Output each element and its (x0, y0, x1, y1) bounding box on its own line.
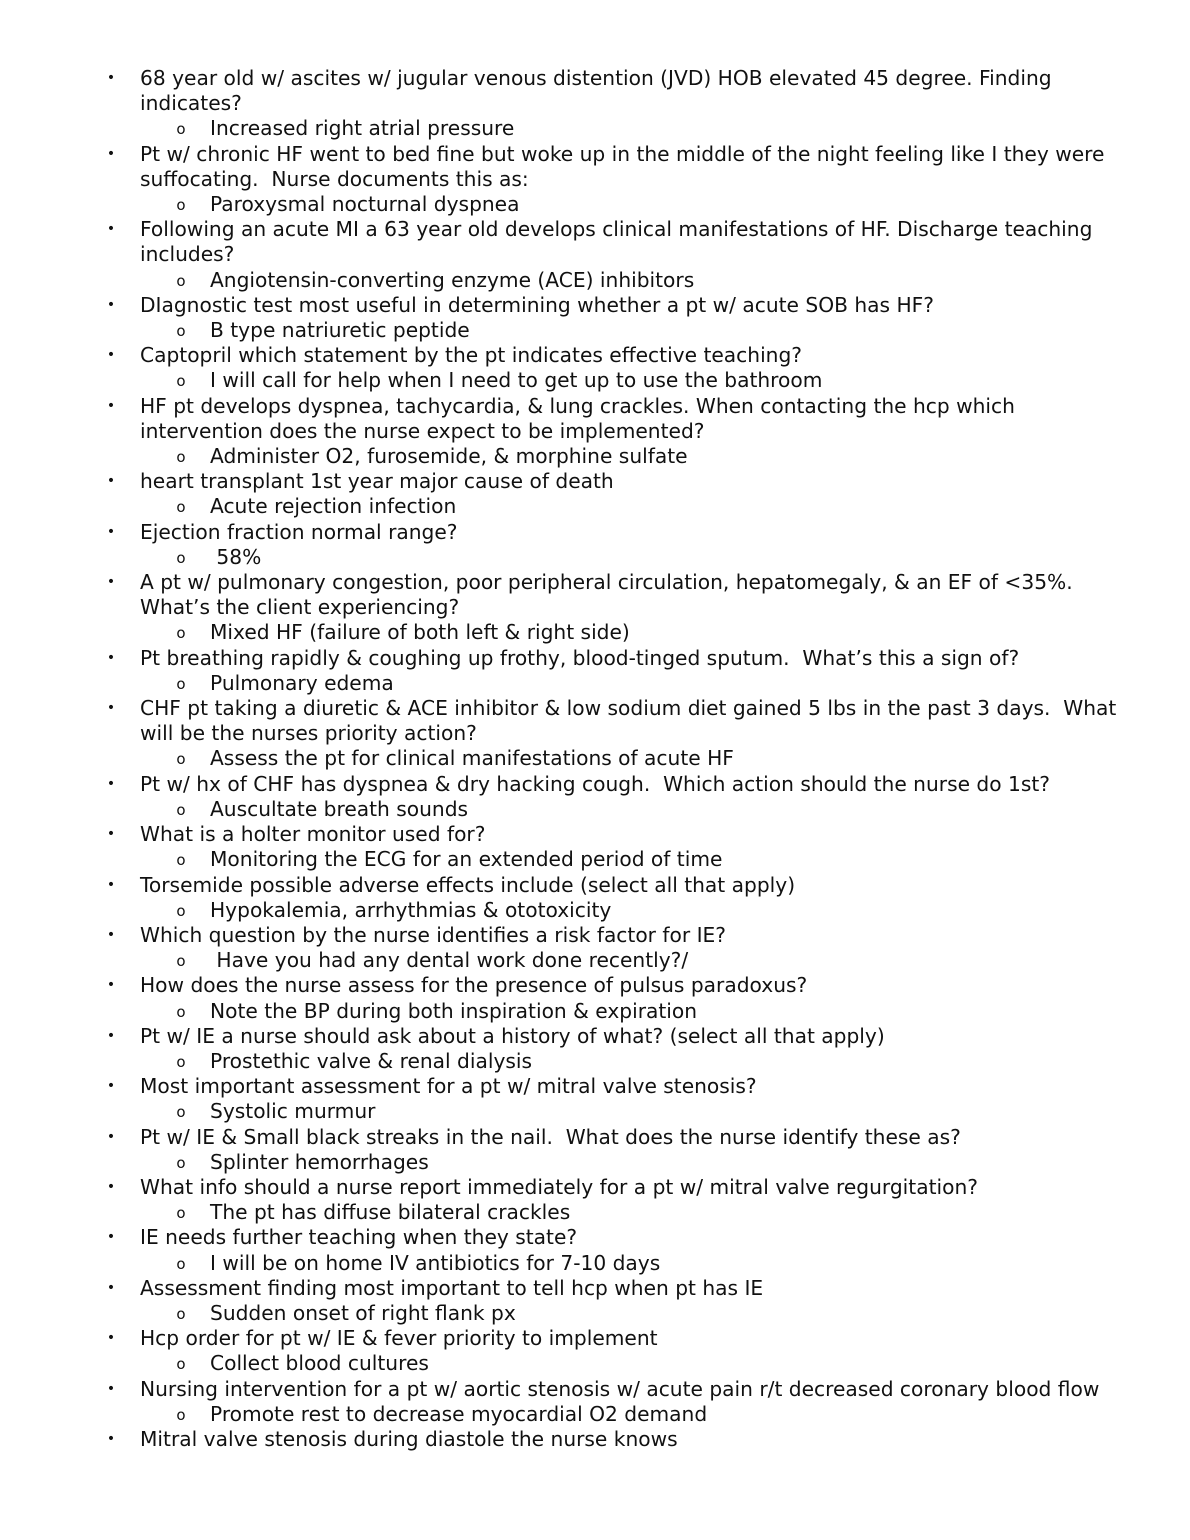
circle-bullet-icon: o (176, 120, 186, 139)
circle-bullet-icon: o (176, 1153, 186, 1172)
answer-item (0, 1150, 1190, 1175)
answer-item (0, 1099, 1190, 1124)
circle-bullet-icon: o (176, 1002, 186, 1021)
answer-item (0, 898, 1190, 923)
answer-text: Pulmonary edema (210, 670, 394, 695)
circle-bullet-icon: o (176, 750, 186, 769)
answer-item (0, 268, 1190, 293)
bullet-icon: • (106, 1279, 116, 1296)
bullet-icon: • (106, 523, 116, 540)
question-item (0, 469, 1190, 494)
question-text: HF pt develops dyspnea, tachycardia, & lung crackles. When contacting the hcp which intervention does the nurse expect to be implemented? (140, 393, 1022, 443)
question-item (0, 1377, 1190, 1402)
question-text: How does the nurse assess for the presence of pulsus paradoxus? (140, 973, 808, 998)
bullet-icon: • (106, 145, 116, 162)
question-item (0, 570, 1190, 620)
answer-text: Increased right atrial pressure (210, 116, 515, 141)
answer-text: Auscultate breath sounds (210, 796, 469, 821)
question-item (0, 873, 1190, 898)
answer-text: The pt has diffuse bilateral crackles (210, 1200, 571, 1225)
circle-bullet-icon: o (176, 1254, 186, 1273)
bullet-icon: • (106, 296, 116, 313)
answer-item (0, 1351, 1190, 1376)
answer-item (0, 671, 1190, 696)
answer-text: Paroxysmal nocturnal dyspnea (210, 192, 520, 217)
circle-bullet-icon: o (176, 372, 186, 391)
answer-text: Hypokalemia, arrhythmias & ototoxicity (210, 897, 612, 922)
circle-bullet-icon: o (176, 196, 186, 215)
circle-bullet-icon: o (176, 952, 186, 971)
question-text: Mitral valve stenosis during diastole the nurse knows (140, 1426, 678, 1451)
question-item (0, 1427, 1190, 1452)
question-item (0, 1326, 1190, 1351)
answer-item (0, 545, 1190, 570)
answer-item (0, 847, 1190, 872)
question-text: IE needs further teaching when they state? (140, 1225, 578, 1250)
question-item (0, 772, 1190, 797)
question-item (0, 1125, 1190, 1150)
answer-item (0, 318, 1190, 343)
bullet-icon: • (106, 926, 116, 943)
bullet-icon: • (106, 347, 116, 364)
question-text: Most important assessment for a pt w/ mitral valve stenosis? (140, 1074, 757, 1099)
circle-bullet-icon: o (176, 800, 186, 819)
answer-text: Mixed HF (failure of both left & right side) (210, 620, 630, 645)
question-text: Assessment finding most important to tell hcp when pt has IE (140, 1275, 764, 1300)
answer-item (0, 620, 1190, 645)
circle-bullet-icon: o (176, 851, 186, 870)
answer-text: I will call for help when I need to get up to use the bathroom (210, 368, 823, 393)
answer-text: Angiotensin-converting enzyme (ACE) inhibitors (210, 267, 695, 292)
question-item (0, 1276, 1190, 1301)
answer-text: Sudden onset of right flank px (210, 1300, 516, 1325)
question-item (0, 142, 1190, 192)
question-item (0, 394, 1190, 444)
circle-bullet-icon: o (176, 624, 186, 643)
answer-text: Prostethic valve & renal dialysis (210, 1048, 533, 1073)
bullet-icon: • (106, 1178, 116, 1195)
circle-bullet-icon: o (176, 1052, 186, 1071)
circle-bullet-icon: o (176, 498, 186, 517)
bullet-icon: • (106, 1380, 116, 1397)
answer-text: Systolic murmur (210, 1099, 376, 1124)
bullet-icon: • (106, 1430, 116, 1447)
circle-bullet-icon: o (176, 1405, 186, 1424)
question-item (0, 66, 1190, 116)
question-text: Hcp order for pt w/ IE & fever priority to implement (140, 1326, 658, 1351)
question-text: DIagnostic test most useful in determining whether a pt w/ acute SOB has HF? (140, 292, 934, 317)
question-item (0, 520, 1190, 545)
question-item (0, 696, 1190, 746)
answer-text: Promote rest to decrease myocardial O2 demand (210, 1401, 708, 1426)
question-text: Pt w/ hx of CHF has dyspnea & dry hacking cough. Which action should the nurse do 1st? (140, 771, 1050, 796)
answer-item (0, 1301, 1190, 1326)
bullet-icon: • (106, 1330, 116, 1347)
bullet-icon: • (106, 473, 116, 490)
answer-item (0, 494, 1190, 519)
question-text: Following an acute MI a 63 year old develops clinical manifestations of HF. Discharge teaching includes? (140, 217, 1099, 267)
question-text: 68 year old w/ ascites w/ jugular venous distention (JVD) HOB elevated 45 degree. Finding indicates? (140, 66, 1059, 116)
question-item (0, 1225, 1190, 1250)
bullet-icon: • (106, 649, 116, 666)
bullet-icon: • (106, 700, 116, 717)
bullet-icon: • (106, 1128, 116, 1145)
answer-text: B type natriuretic peptide (210, 318, 470, 343)
answer-text: I will be on home IV antibiotics for 7-10 days (210, 1250, 661, 1275)
answer-item (0, 948, 1190, 973)
circle-bullet-icon: o (176, 1355, 186, 1374)
answer-item (0, 999, 1190, 1024)
question-text: Captopril which statement by the pt indicates effective teaching? (140, 343, 802, 368)
question-item (0, 1175, 1190, 1200)
circle-bullet-icon: o (176, 1103, 186, 1122)
question-text: heart transplant 1st year major cause of death (140, 469, 614, 494)
answer-item (0, 368, 1190, 393)
bullet-icon: • (106, 1078, 116, 1095)
circle-bullet-icon: o (176, 322, 186, 341)
question-item (0, 1024, 1190, 1049)
bullet-icon: • (106, 826, 116, 843)
answer-text: Collect blood cultures (210, 1351, 429, 1376)
question-text: What is a holter monitor used for? (140, 822, 486, 847)
answer-text: Acute rejection infection (210, 494, 457, 519)
answer-item (0, 746, 1190, 771)
question-text: CHF pt taking a diuretic & ACE inhibitor & low sodium diet gained 5 lbs in the past 3 days. What will be the nurses priority action? (140, 696, 1123, 746)
bullet-icon: • (106, 397, 116, 414)
question-text: A pt w/ pulmonary congestion, poor peripheral circulation, hepatomegaly, & an EF of <35%. What’s the client experiencing? (140, 570, 1086, 620)
answer-item (0, 116, 1190, 141)
question-item (0, 973, 1190, 998)
question-item (0, 293, 1190, 318)
circle-bullet-icon: o (176, 548, 186, 567)
answer-text: Splinter hemorrhages (210, 1149, 429, 1174)
question-text: Nursing intervention for a pt w/ aortic stenosis w/ acute pain r/t decreased coronary blood flow (140, 1376, 1100, 1401)
question-text: Torsemide possible adverse effects include (select all that apply) (140, 872, 796, 897)
bullet-icon: • (106, 775, 116, 792)
question-text: Pt w/ IE & Small black streaks in the nail. What does the nurse identify these as? (140, 1124, 961, 1149)
answer-item (0, 1402, 1190, 1427)
question-item (0, 923, 1190, 948)
bullet-icon: • (106, 574, 116, 591)
circle-bullet-icon: o (176, 271, 186, 290)
answer-text: 58% (210, 544, 262, 569)
circle-bullet-icon: o (176, 1204, 186, 1223)
bullet-icon: • (106, 1229, 116, 1246)
question-item (0, 343, 1190, 368)
answer-text: Have you had any dental work done recently?/ (210, 948, 689, 973)
answer-item (0, 444, 1190, 469)
question-item (0, 1074, 1190, 1099)
answer-item (0, 1251, 1190, 1276)
bullet-icon: • (106, 221, 116, 238)
bullet-icon: • (106, 70, 116, 86)
circle-bullet-icon: o (176, 448, 186, 467)
question-text: Ejection fraction normal range? (140, 519, 458, 544)
question-text: Which question by the nurse identifies a risk factor for IE? (140, 922, 726, 947)
study-notes-document (0, 66, 1190, 1452)
question-item (0, 822, 1190, 847)
answer-text: Administer O2, furosemide, & morphine sulfate (210, 444, 688, 469)
answer-item (0, 797, 1190, 822)
bullet-icon: • (106, 876, 116, 893)
question-item (0, 646, 1190, 671)
circle-bullet-icon: o (176, 901, 186, 920)
question-text: What info should a nurse report immediately for a pt w/ mitral valve regurgitation? (140, 1174, 978, 1199)
bullet-icon: • (106, 1027, 116, 1044)
answer-item (0, 1049, 1190, 1074)
answer-text: Note the BP during both inspiration & expiration (210, 998, 698, 1023)
question-item (0, 217, 1190, 267)
circle-bullet-icon: o (176, 1304, 186, 1323)
question-text: Pt w/ chronic HF went to bed fine but woke up in the middle of the night feeling like I they were suffocating. Nurse documents this as: (140, 141, 1111, 191)
answer-text: Monitoring the ECG for an extended period of time (210, 847, 723, 872)
bullet-icon: • (106, 977, 116, 994)
answer-item (0, 192, 1190, 217)
circle-bullet-icon: o (176, 674, 186, 693)
question-text: Pt w/ IE a nurse should ask about a history of what? (select all that apply) (140, 1023, 885, 1048)
answer-item (0, 1200, 1190, 1225)
question-text: Pt breathing rapidly & coughing up frothy, blood-tinged sputum. What’s this a sign of? (140, 645, 1020, 670)
answer-text: Assess the pt for clinical manifestations of acute HF (210, 746, 734, 771)
